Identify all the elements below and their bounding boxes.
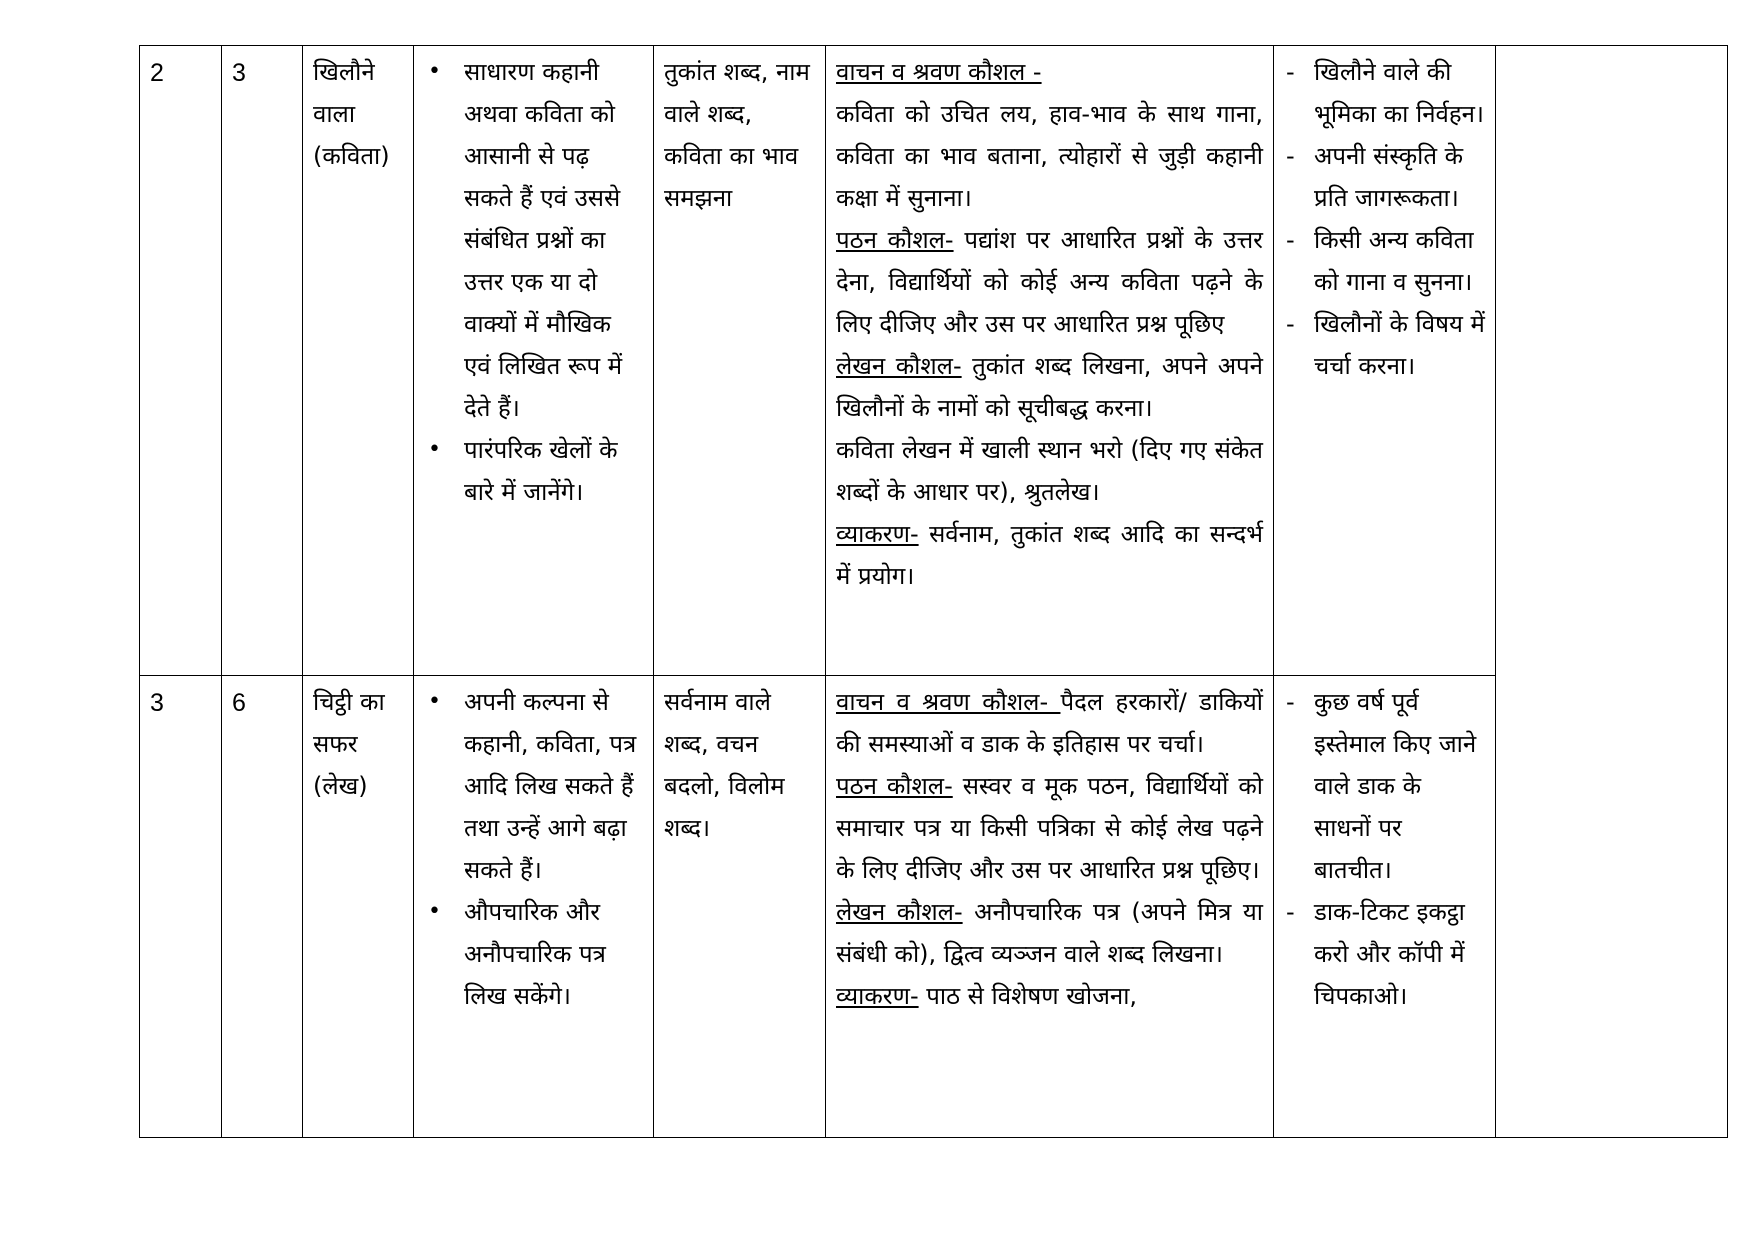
- activity-line: वाचन व श्रवण कौशल- पैदल हरकारों/ डाकियों की समस्याओं व डाक के इतिहास पर चर्चा।: [836, 688, 1263, 758]
- list-item: - डाक-टिकट इकट्ठा करो और कॉपी में चिपकाओ।: [1284, 891, 1485, 1017]
- activity-line: कविता को उचित लय, हाव-भाव के साथ गाना, कविता का भाव बताना, त्योहारों से जुड़ी कहानी कक्षा में सुनाना।: [836, 100, 1263, 212]
- list-item: - खिलौनों के विषय में चर्चा करना।: [1284, 303, 1485, 387]
- period-cell: 6: [222, 676, 303, 1138]
- activity-line: पठन कौशल- सस्वर व मूक पठन, विद्यार्थियों को समाचार पत्र या किसी पत्रिका से कोई लेख पढ़ने के लिए दीजिए और उस पर आधारित प्रश्न पूछिए।: [836, 772, 1263, 884]
- activity-line: लेखन कौशल- अनौपचारिक पत्र (अपने मित्र या संबंधी को), द्वित्व व्यञ्जन वाले शब्द लिखना।: [836, 898, 1263, 968]
- serial-cell: 2: [140, 46, 222, 676]
- list-item: • साधारण कहानी अथवा कविता को आसानी से पढ़ सकते हैं एवं उससे संबंधित प्रश्नों का उत्तर एक या दो वाक्यों में मौखिक एवं लिखित रूप में देते हैं।: [424, 51, 643, 429]
- outcomes-cell: [414, 46, 654, 676]
- lesson-plan-table: [139, 45, 1728, 1138]
- content-cell: सर्वनाम वाले शब्द, वचन बदलो, विलोम शब्द।: [654, 676, 826, 1138]
- list-item: - अपनी संस्कृति के प्रति जागरूकता।: [1284, 135, 1485, 219]
- table-row: [140, 46, 1728, 676]
- activities-cell: [826, 676, 1274, 1138]
- values-cell: [1274, 46, 1496, 676]
- lesson-cell: खिलौने वाला (कविता): [303, 46, 414, 676]
- activity-line: वाचन व श्रवण कौशल -: [836, 58, 1042, 86]
- outcomes-cell: [414, 676, 654, 1138]
- list-item: - खिलौने वाले की भूमिका का निर्वहन।: [1284, 51, 1485, 135]
- values-cell: [1274, 676, 1496, 1138]
- list-item: • अपनी कल्पना से कहानी, कविता, पत्र आदि लिख सकते हैं तथा उन्हें आगे बढ़ा सकते हैं।: [424, 681, 643, 891]
- activity-line: व्याकरण- पाठ से विशेषण खोजना,: [836, 982, 1138, 1010]
- list-item: • पारंपरिक खेलों के बारे में जानेंगे।: [424, 429, 643, 513]
- lesson-cell: चिट्ठी का सफर (लेख): [303, 676, 414, 1138]
- period-cell: 3: [222, 46, 303, 676]
- remarks-cell: [1496, 46, 1728, 1138]
- activities-cell: [826, 46, 1274, 676]
- list-item: • औपचारिक और अनौपचारिक पत्र लिख सकेंगे।: [424, 891, 643, 1017]
- list-item: - किसी अन्य कविता को गाना व सुनना।: [1284, 219, 1485, 303]
- activity-line: कविता लेखन में खाली स्थान भरो (दिए गए संकेत शब्दों के आधार पर), श्रुतलेख।: [836, 436, 1263, 506]
- activity-line: व्याकरण- सर्वनाम, तुकांत शब्द आदि का सन्दर्भ में प्रयोग।: [836, 520, 1263, 590]
- table-row: [140, 676, 1728, 1138]
- activity-line: पठन कौशल- पद्यांश पर आधारित प्रश्नों के उत्तर देना, विद्यार्थियों को कोई अन्य कविता पढ़ने के लिए दीजिए और उस पर आधारित प्रश्न पूछिए: [836, 226, 1263, 338]
- list-item: - कुछ वर्ष पूर्व इस्तेमाल किए जाने वाले डाक के साधनों पर बातचीत।: [1284, 681, 1485, 891]
- serial-cell: 3: [140, 676, 222, 1138]
- activity-line: लेखन कौशल- तुकांत शब्द लिखना, अपने अपने खिलौनों के नामों को सूचीबद्ध करना।: [836, 352, 1263, 422]
- content-cell: तुकांत शब्द, नाम वाले शब्द, कविता का भाव समझना: [654, 46, 826, 676]
